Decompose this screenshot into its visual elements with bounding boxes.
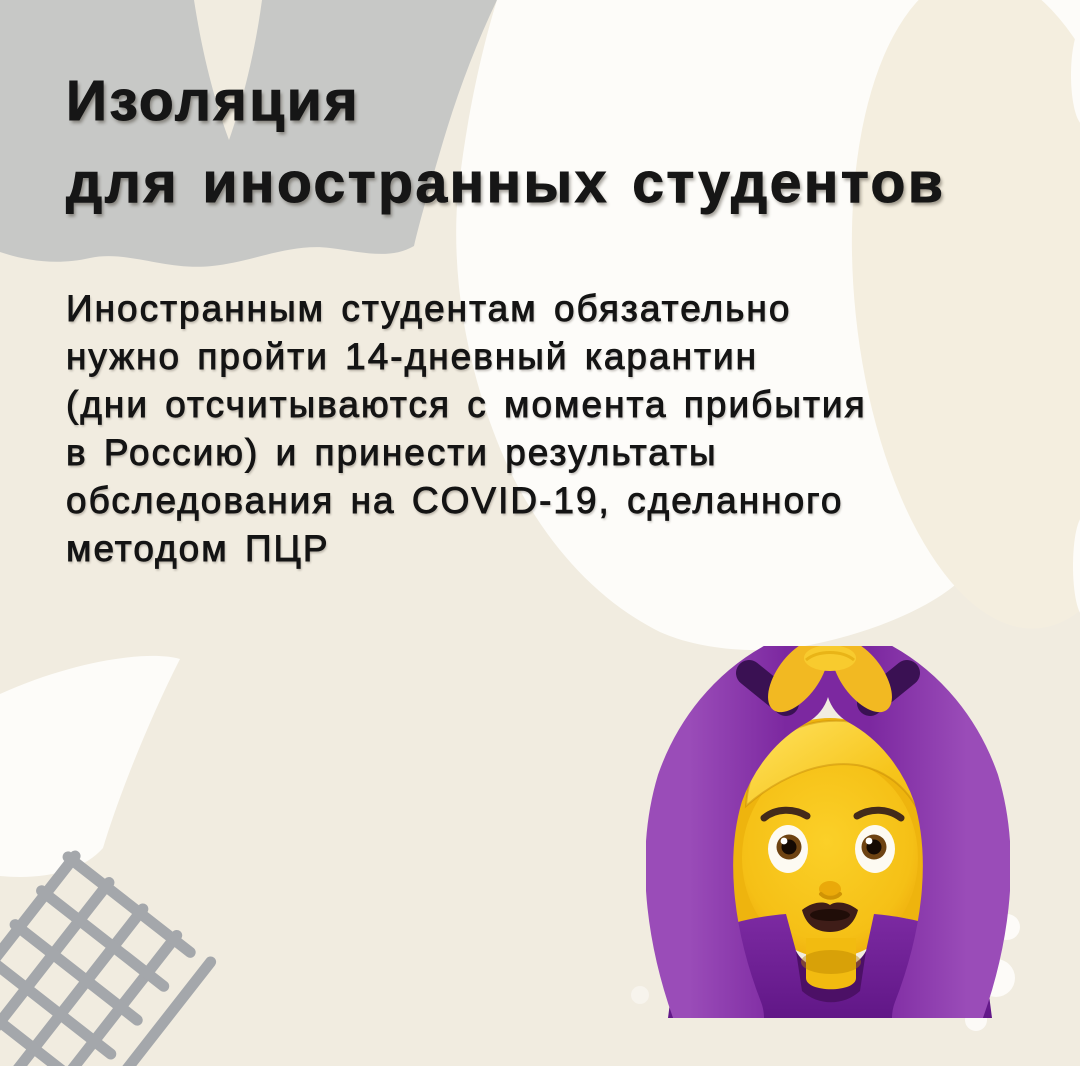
card-title [66,60,1056,224]
title-line-1: Изоляция [66,69,361,133]
woman-gesturing-ok-emoji [646,646,1010,1018]
emoji-chin-shadow [801,950,861,974]
body-line: Иностранным студентам обязательно [66,288,792,329]
emoji-eye-left [768,825,808,873]
body-line: (дни отсчитываются с момента прибытия [66,384,867,425]
emoji-eye-right [855,825,895,873]
body-line: методом ПЦР [66,528,330,569]
crosshatch-pattern [0,853,211,1066]
body-line: обследования на COVID-19, сделанного [66,480,844,521]
title-line-2: для иностранных студентов [66,151,946,215]
body-line: нужно пройти 14-дневный карантин [66,336,759,377]
card-body-text [66,285,1026,573]
body-line: в Россию) и принести результаты [66,432,718,473]
white-leaf-shape [0,656,180,877]
